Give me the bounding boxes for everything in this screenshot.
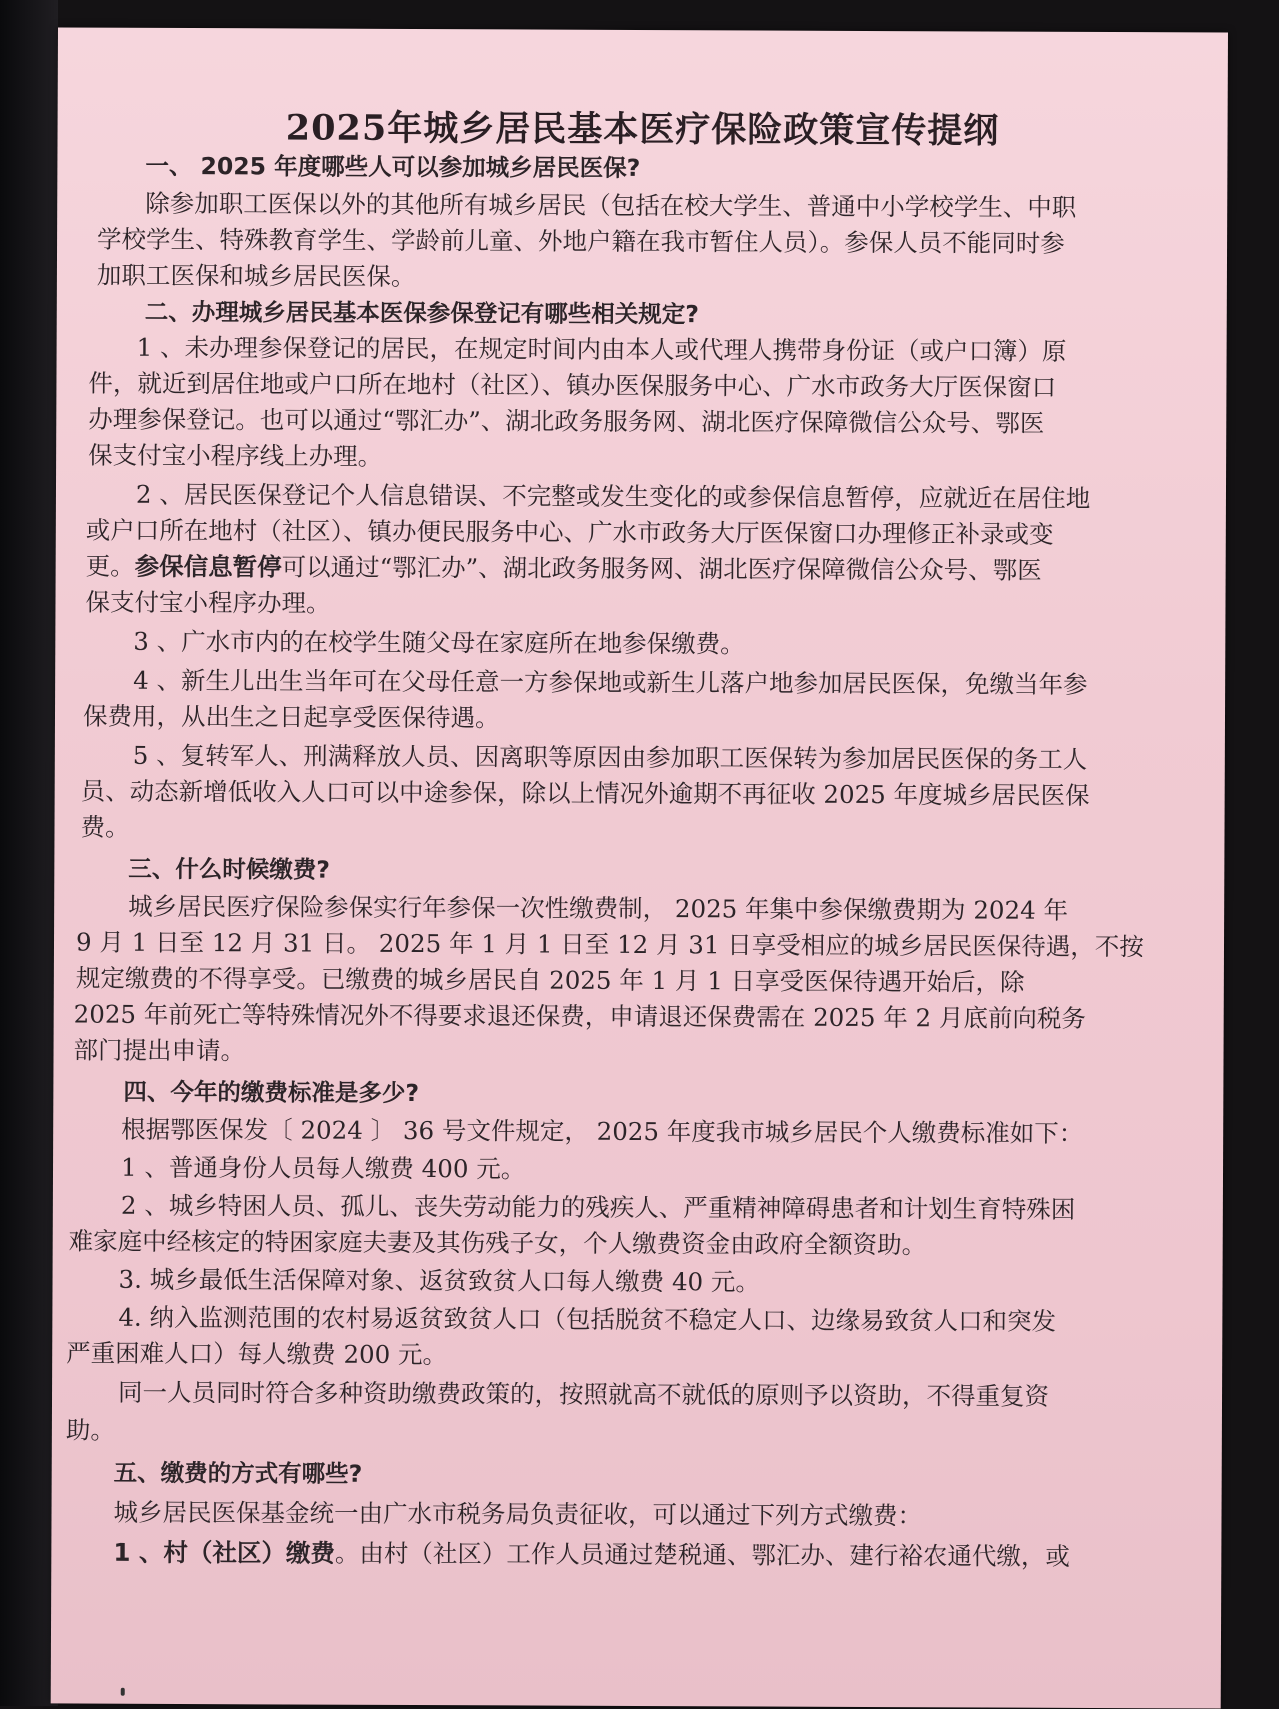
background-edge — [0, 0, 58, 1706]
section-1-line: 学校学生、特殊教育学生、学龄前儿童、外地户籍在我市暂住人员）。参保人员不能同时参 — [97, 224, 1065, 258]
section-1-heading: 一、 2025 年度哪些人可以参加城乡居民医保? — [145, 151, 641, 182]
bold-term: 参保信息暂停 — [134, 551, 282, 582]
section-2-line — [86, 552, 1042, 586]
section-4-line: 3. 城乡最低生活保障对象、返贫致贫人口每人缴费 40 元。 — [118, 1264, 761, 1297]
section-3-line: 2025 年前死亡等特殊情况外不得要求退还保费，申请退还保费需在 2025 年 2 月底前向税务 — [73, 999, 1086, 1033]
section-2-line: 4 、新生儿出生当年可在父母任意一方参保地或新生儿落户地参加居民医保，免缴当年参 — [133, 665, 1088, 699]
text-run: 可以通过“鄂汇办”、湖北政务服务网、湖北医疗保障微信公众号、鄂医 — [281, 552, 1042, 585]
text-run: 更。 — [85, 551, 135, 581]
section-2-line: 费。 — [80, 812, 130, 842]
section-4-line: 根据鄂医保发〔 2024 〕 36 号文件规定， 2025 年度我市城乡居民个人缴费标准如下： — [121, 1114, 1084, 1148]
section-2-line: 件，就近到居住地或户口所在地村（社区）、镇办医保服务中心、广水市政务大厅医保窗口 — [88, 368, 1057, 402]
section-2-line: 2 、居民医保登记个人信息错误、不完整或发生变化的或参保信息暂停，应就近在居住地 — [135, 479, 1091, 513]
section-3-heading: 三、什么时候缴费? — [128, 854, 331, 884]
document-paper — [51, 27, 1228, 1708]
section-2-heading: 二、办理城乡居民基本医保参保登记有哪些相关规定? — [144, 297, 699, 329]
section-2-line: 或户口所在地村（社区）、镇办便民服务中心、广水市政务大厅医保窗口办理修正补录或变 — [85, 515, 1054, 549]
bold-term: 1 、村（社区）缴费 — [113, 1537, 335, 1568]
section-4-heading: 四、今年的缴费标准是多少? — [123, 1077, 420, 1108]
section-4-line: 助。 — [65, 1415, 115, 1445]
section-1-line: 除参加职工医保以外的其他所有城乡居民（包括在校大学生、普通中小学校学生、中职 — [145, 188, 1077, 222]
section-5-heading: 五、缴费的方式有哪些? — [113, 1458, 363, 1488]
section-2-line: 保支付宝小程序办理。 — [85, 587, 331, 618]
section-1-line: 加职工医保和城乡居民医保。 — [96, 260, 416, 292]
document-title: 2025年城乡居民基本医疗保险政策宣传提纲 — [285, 107, 1000, 152]
section-3-line: 部门提出申请。 — [73, 1035, 246, 1066]
section-3-line: 9 月 1 日至 12 月 31 日。 2025 年 1 月 1 日至 12 月 31 日享受相应的城乡居民医保待遇，不按 — [75, 927, 1144, 962]
section-4-line: 1 、普通身份人员每人缴费 400 元。 — [120, 1152, 526, 1184]
section-5-line — [113, 1538, 1070, 1572]
paper-speck — [121, 1688, 125, 1696]
section-2-line: 3 、广水市内的在校学生随父母在家庭所在地参保缴费。 — [133, 626, 745, 659]
section-4-line: 同一人员同时符合多种资助缴费政策的，按照就高不就低的原则予以资助，不得重复资 — [117, 1377, 1050, 1411]
section-2-line: 保支付宝小程序线上办理。 — [88, 440, 383, 471]
section-2-line: 员、动态新增低收入人口可以中途参保，除以上情况外逾期不再征收 2025 年度城乡居民医保 — [80, 776, 1090, 810]
section-4-line: 2 、城乡特困人员、孤儿、丧失劳动能力的残疾人、严重精神障碍患者和计划生育特殊困 — [120, 1190, 1076, 1224]
section-3-line: 规定缴费的不得享受。已缴费的城乡居民自 2025 年 1 月 1 日享受医保待遇开始后，除 — [75, 963, 1025, 997]
section-4-line: 难家庭中经核定的特困家庭夫妻及其伤残子女，个人缴费资金由政府全额资助。 — [68, 1226, 927, 1260]
section-4-line: 4. 纳入监测范围的农村易返贫致贫人口（包括脱贫不稳定人口、边缘易致贫人口和突发 — [118, 1302, 1057, 1336]
text-run: 。由村（社区）工作人员通过楚税通、鄂汇办、建行裕农通代缴，或 — [334, 1538, 1070, 1571]
section-5-line: 城乡居民医保基金统一由广水市税务局负责征收，可以通过下列方式缴费： — [113, 1497, 923, 1531]
section-2-line: 办理参保登记。也可以通过“鄂汇办”、湖北政务服务网、湖北医疗保障微信公众号、鄂医 — [88, 404, 1045, 438]
section-2-line: 保费用，从出生之日起享受医保待遇。 — [82, 701, 500, 733]
section-3-line: 城乡居民医疗保险参保实行年参保一次性缴费制， 2025 年集中参保缴费期为 2024 年 — [128, 891, 1069, 925]
section-2-line: 1 、未办理参保登记的居民，在规定时间内由本人或代理人携带身份证（或户口簿）原 — [136, 332, 1067, 366]
section-4-line: 严重困难人口）每人缴费 200 元。 — [66, 1338, 448, 1370]
section-2-line: 5 、复转军人、刑满释放人员、因离职等原因由参加职工医保转为参加居民医保的务工人 — [132, 740, 1088, 774]
